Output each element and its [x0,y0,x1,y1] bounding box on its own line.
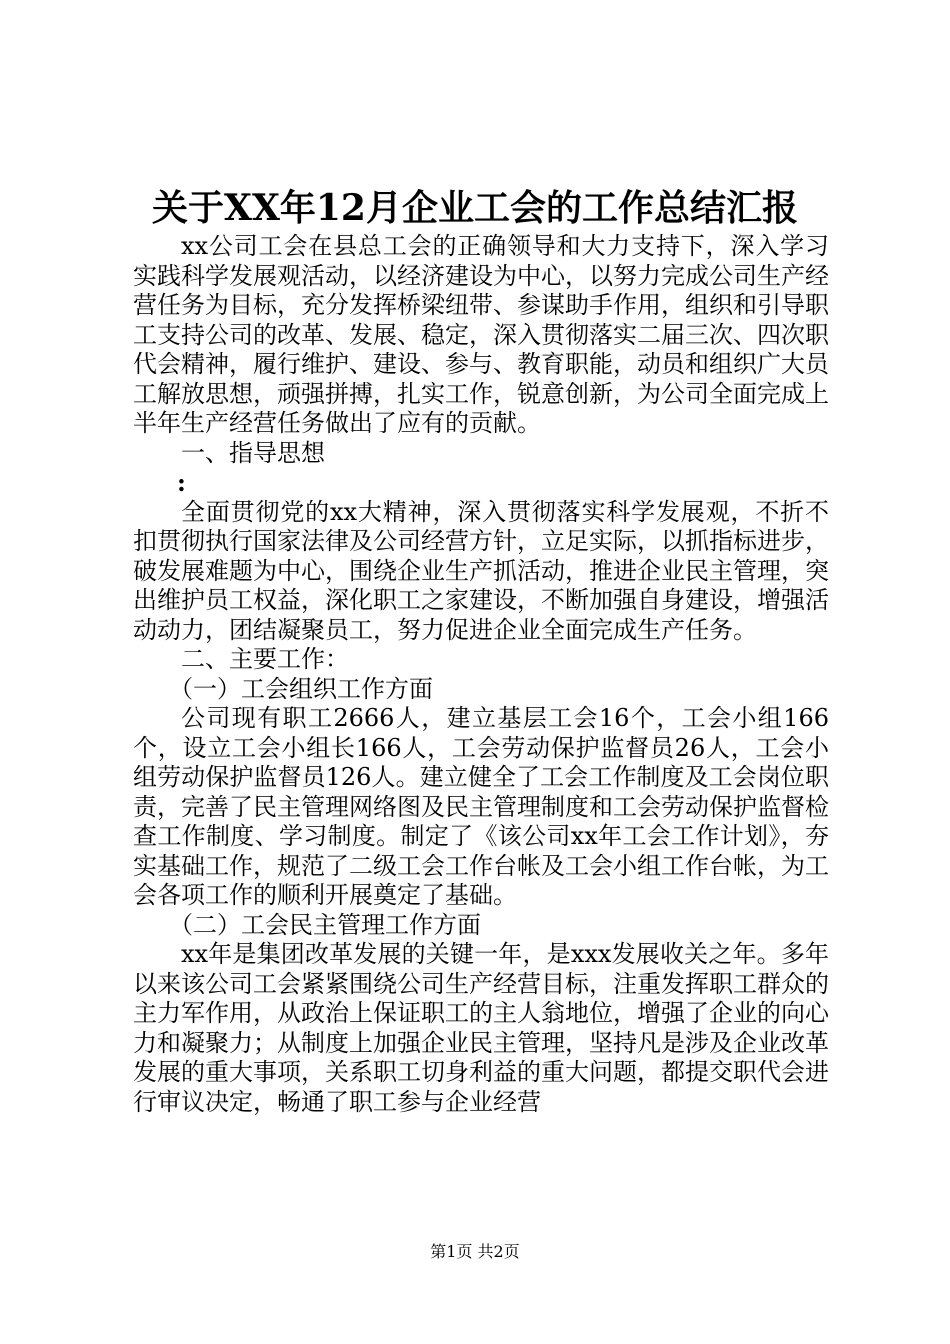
document-body [133,232,829,1117]
section-heading-guiding-ideology: 一、指导思想 [181,438,325,467]
page-footer: 第1页 共2页 [430,1242,520,1261]
section-heading-main-work: 二、主要工作： [181,645,349,673]
subsection-heading-organization: （一）工会组织工作方面 [169,674,433,703]
organization-paragraph: 公司现有职工2666人，建立基层工会16个，工会小组166个，设立工会小组长166人，工会劳动保护监督员26人，工会小组劳动保护监督员126人。建立健全了工会工作制度及工会岗位职责，完善了民主管理网络图及民主管理制度和工会劳动保护监督检查工作制度、学习制度。制定了《该公司xx年工会工作计划》，夯实基础工作，规范了二级工会工作台帐及工会小组工作台帐，为工会各项工作的顺利开展奠定了基础。 [133,704,829,909]
subsection-heading-democratic-management: （二）工会民主管理工作方面 [169,910,481,939]
guiding-ideology-paragraph: 全面贯彻党的xx大精神，深入贯彻落实科学发展观，不折不扣贯彻执行国家法律及公司经营方针，立足实际，以抓指标进步，破发展难题为中心，围绕企业生产抓活动，推进企业民主管理，突出维护员工权益，深化职工之家建设，不断加强自身建设，增强活动动力，团结凝聚员工，努力促进企业全面完成生产任务。 [133,497,829,644]
intro-paragraph: xx公司工会在县总工会的正确领导和大力支持下，深入学习实践科学发展观活动，以经济建设为中心，以努力完成公司生产经营任务为目标，充分发挥桥梁纽带、参谋助手作用，组织和引导职工支持公司的改革、发展、稳定，深入贯彻落实二届三次、四次职代会精神，履行维护、建设、参与、教育职能，动员和组织广大员工解放思想，顽强拼搏，扎实工作，锐意创新，为公司全面完成上半年生产经营任务做出了应有的贡献。 [133,232,829,437]
document-title: 关于XX年12月企业工会的工作总结汇报 [152,187,798,229]
stray-colon: : [177,468,186,497]
democratic-management-paragraph: xx年是集团改革发展的关键一年，是xxx发展收关之年。多年以来该公司工会紧紧围绕公司生产经营目标，注重发挥职工群众的主力军作用，从政治上保证职工的主人翁地位，增强了企业的向心力和凝聚力；从制度上加强企业民主管理，坚持凡是涉及企业改革发展的重大事项，关系职工切身利益的重大问题，都提交职代会进行审议决定，畅通了职工参与企业经营 [133,940,829,1116]
